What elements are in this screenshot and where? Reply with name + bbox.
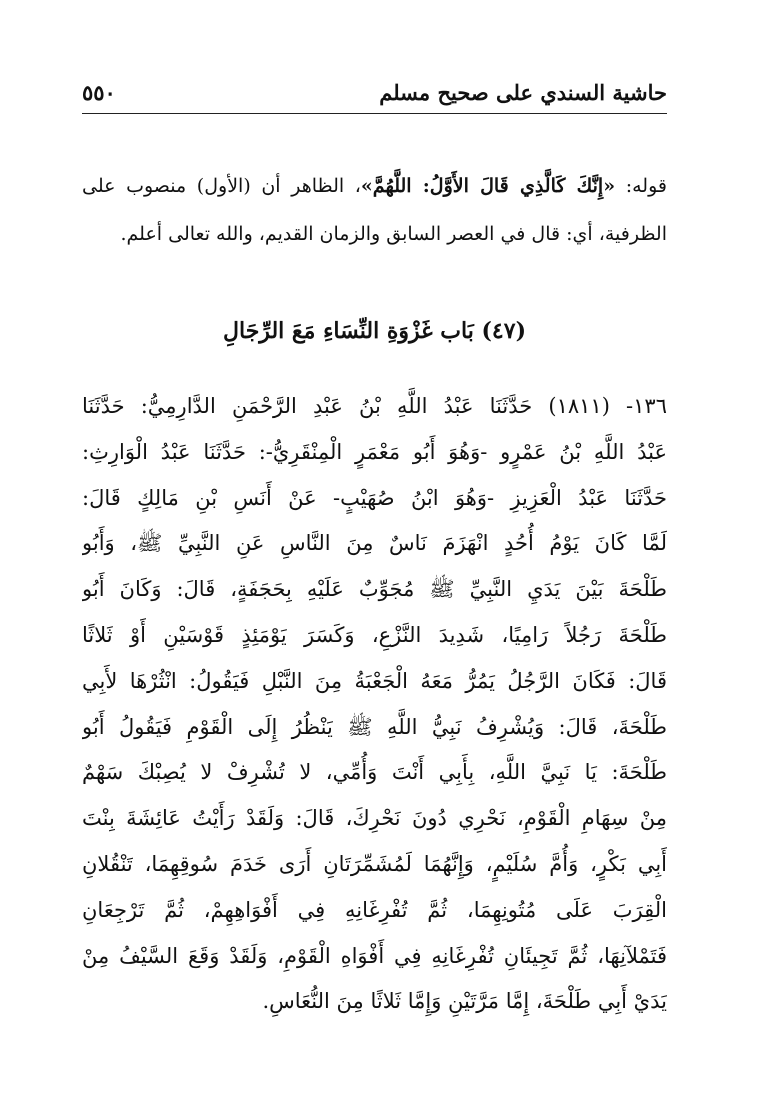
hadith-line: ١٣٦- (١٨١١) حَدَّثَنَا عَبْدُ اللَّهِ بْنُ عَبْدِ الرَّحْمَنِ الدَّارِمِيُّ: حَدَّثَنَا xyxy=(82,394,667,418)
hadith-line: يَدَيْ أَبِي طَلْحَةَ، إِمَّا مَرَّتَيْنِ وَإِمَّا ثَلاثًا مِنَ النُّعَاسِ. xyxy=(262,989,667,1014)
hadith-line: فَتَمْلآنِهَا، ثُمَّ تَجِيئَانِ تُفْرِغَانِهِ فِي أَفْوَاهِ الْقَوْمِ، وَلَقَدْ وَقَعَ السَّيْفُ مِنْ xyxy=(82,943,667,968)
chapter-title: (٤٧) بَاب غَزْوَةِ النِّسَاءِ مَعَ الرِّجَالِ xyxy=(223,318,526,344)
hadith-line: طَلْحَةَ، قَالَ: وَيُشْرِفُ نَبِيُّ اللَّهِ ﷺ يَنْظُرُ إِلَى الْقَوْمِ فَيَقُولُ أَبُو xyxy=(82,714,667,739)
hadith-line: طَلْحَةَ بَيْنَ يَدَيِ النَّبِيِّ ﷺ مُجَوِّبٌ عَلَيْهِ بِحَجَفَةٍ، قَالَ: وَكَانَ أَبُو xyxy=(82,577,667,602)
hadith-line: حَدَّثَنَا عَبْدُ الْعَزِيزِ -وَهُوَ ابْنُ صُهَيْبٍ- عَنْ أَنَسِ بْنِ مَالِكٍ قَالَ: xyxy=(82,485,667,510)
page-number: ٥٥٠ xyxy=(82,79,116,105)
hadith-line: لَمَّا كَانَ يَوْمُ أُحُدٍ انْهَزَمَ نَاسٌ مِنَ النَّاسِ عَنِ النَّبِيِّ ﷺ، وَأَبُو xyxy=(82,531,667,556)
hadith-text xyxy=(82,384,667,1025)
running-title: حاشية السندي على صحيح مسلم xyxy=(379,79,667,105)
hadith-line: أَبِي بَكْرٍ، وَأُمَّ سُلَيْمٍ، وَإِنَّهُمَا لَمُشَمِّرَتَانِ أَرَى خَدَمَ سُوقِهِمَا، تَنْقُلانِ xyxy=(82,851,667,876)
hadith-line: مِنْ سِهَامِ الْقَوْمِ، نَحْرِي دُونَ نَحْرِكَ، قَالَ: وَلَقَدْ رَأَيْتُ عَائِشَةَ بِنْتَ xyxy=(82,806,667,831)
page-header xyxy=(82,72,667,112)
note-quote: «إِنَّكَ كَالَّذِي قَالَ الأَوَّلُ: اللَّهُمَّ» xyxy=(360,175,616,197)
hadith-line: الْقِرَبَ عَلَى مُتُونِهِمَا، ثُمَّ تُفْرِغَانِهِ فِي أَفْوَاهِهِمْ، ثُمَّ تَرْجِعَانِ xyxy=(82,897,667,922)
hadith-line: طَلْحَةَ: يَا نَبِيَّ اللَّهِ، بِأَبِي أَنْتَ وَأُمِّي، لا تُشْرِفْ لا يُصِبْكَ سَهْمٌ xyxy=(82,760,667,785)
hadith-line: عَبْدُ اللَّهِ بْنُ عَمْرٍو -وَهُوَ أَبُو مَعْمَرٍ الْمِنْقَرِيُّ-: حَدَّثَنَا عَبْدُ الْوَارِثِ: xyxy=(82,439,667,464)
note-prefix: قوله: xyxy=(615,175,667,197)
commentary-note xyxy=(82,162,667,258)
hadith-line: قَالَ: فَكَانَ الرَّجُلُ يَمُرُّ مَعَهُ الْجَعْبَةُ مِنَ النَّبْلِ فَيَقُولُ: انْثُرْهَا لأَبِي xyxy=(82,668,667,693)
header-rule xyxy=(82,113,667,114)
hadith-line: طَلْحَةَ رَجُلاً رَامِيًا، شَدِيدَ النَّزْعِ، وَكَسَرَ يَوْمَئِذٍ قَوْسَيْنِ أَوْ ثَلاثًا xyxy=(82,622,667,647)
note-body: ، الظاهر أن (الأول) منصوب على الظرفية، أي: قال في العصر السابق والزمان القديم، والله تعالى أعلم. xyxy=(82,175,667,245)
